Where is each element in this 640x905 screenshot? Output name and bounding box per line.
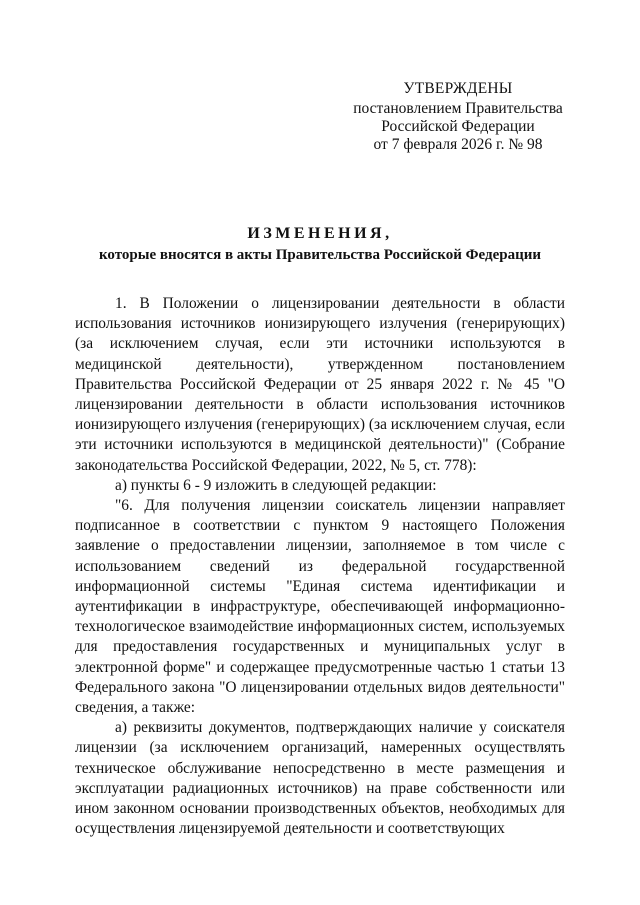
paragraph-point-6-subitem-a: а) реквизиты документов, подтверждающих наличие у соискателя лицензии (за исключением организаций, намеренных осуществлять техническое обслуживание непосредственно в месте размещения и эксплуатации радиационных источников) на праве собственности или ином законном основании производственных объектов, необходимых для осуществления лицензируемой деятельности и соответствующих — [75, 719, 565, 838]
document-body — [75, 294, 565, 839]
document-title: ИЗМЕНЕНИЯ, — [247, 225, 393, 242]
approval-line-government: Российской Федерации — [381, 118, 535, 135]
paragraph-item-1: 1. В Положении о лицензировании деятельности в области использования источников ионизирующего излучения (генерирующих) (за исключением случая, если эти источники используются в медицинской деятельности), утвержденном постановлением Правительства Российской Федерации от 25 января 2022 г. № 45 "О лицензировании деятельности в области использования источников ионизирующего излучения (генерирующих) (за исключением случая, если эти источники используются в медицинской деятельности)" (Собрание законодательства Российской Федерации, 2022, № 5, ст. 778): — [75, 295, 565, 474]
approval-line-decree: постановлением Правительства — [353, 100, 563, 117]
approval-block — [340, 80, 576, 154]
paragraph-subitem-a: а) пункты 6 - 9 изложить в следующей редакции: — [115, 476, 437, 494]
document-subtitle: которые вносятся в акты Правительства Российской Федерации — [98, 247, 542, 263]
approval-line-date-number: от 7 февраля 2026 г. № 98 — [373, 136, 543, 153]
approval-stamp-title: УТВЕРЖДЕНЫ — [403, 80, 513, 97]
paragraph-point-6: "6. Для получения лицензии соискатель лицензии направляет подписанное в соответствии с пунктом 9 настоящего Положения заявление о предоставлении лицензии, заполняемое в том числе с использованием сведений из федеральной государственной информационной системы "Единая система идентификации и аутентификации в инфраструктуре, обеспечивающей информационно-технологическое взаимодействие информационных систем, используемых для предоставления государственных и муниципальных услуг в электронной форме" и содержащее предусмотренные частью 1 статьи 13 Федерального закона "О лицензировании отдельных видов деятельности" сведения, а также: — [75, 497, 565, 717]
